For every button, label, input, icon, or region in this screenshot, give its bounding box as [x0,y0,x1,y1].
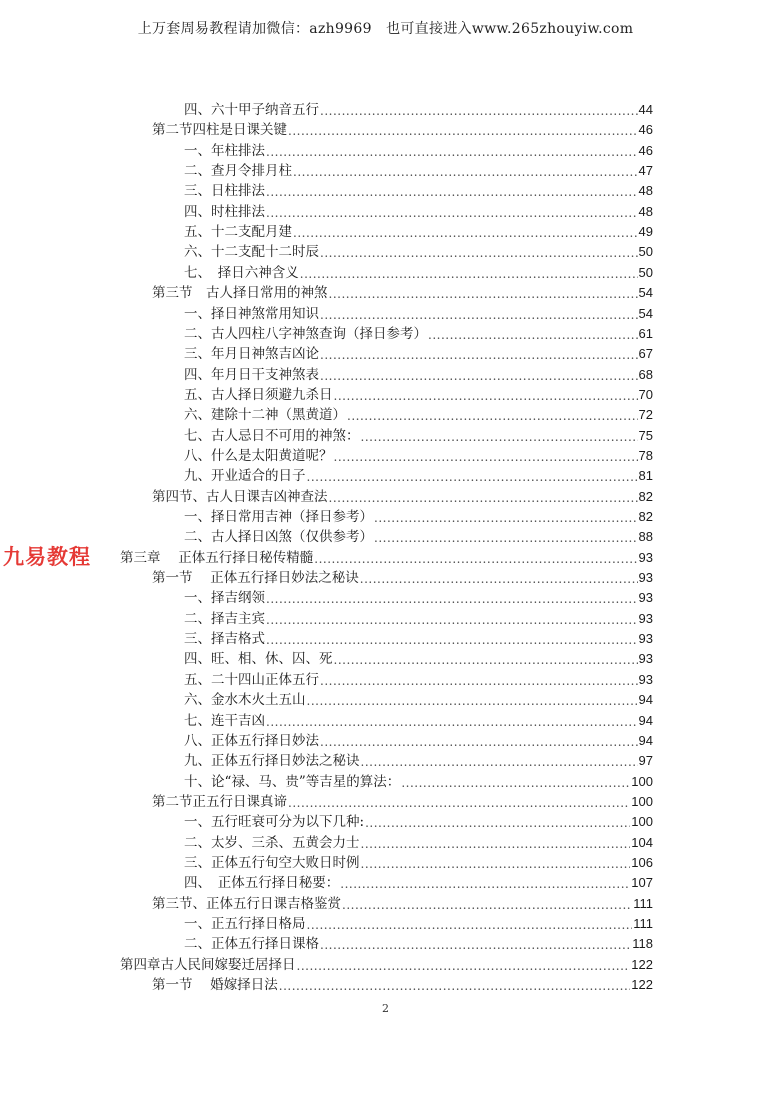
toc-entry-page: 50 [638,244,653,260]
toc-entry[interactable] [152,120,653,140]
toc-entry-label: 四、年月日干支神煞表 [184,366,319,383]
toc-entry-label: 第二节四柱是日课关键 [152,122,287,139]
toc-entry-page: 94 [638,732,653,748]
toc-entry-page: 82 [638,509,653,524]
toc-entry[interactable] [184,141,653,161]
toc-entry-page: 54 [638,285,653,301]
toc-entry[interactable] [120,548,653,568]
toc-entry-page: 93 [638,590,653,606]
toc-entry-label: 七、 择日六神含义 [184,264,299,281]
toc-entry-page: 122 [631,977,653,993]
toc-leader-dots [288,794,630,812]
toc-entry-label: 第三节、正体五行日课吉格鉴赏 [152,895,341,912]
toc-leader-dots [320,936,631,954]
toc-leader-dots [361,753,638,771]
toc-entry-page: 100 [631,814,653,830]
toc-entry-label: 三、日柱排法 [184,183,265,200]
toc-entry-label: 第一节 婚嫁择日法 [152,977,278,994]
toc-entry[interactable] [184,304,653,324]
toc-entry-label: 第三章 正体五行择日秘传精髓 [120,549,314,566]
toc-entry[interactable] [184,772,653,792]
toc-entry-page: 111 [633,916,653,931]
toc-leader-dots [288,122,638,140]
toc-entry-page: 54 [638,305,653,321]
toc-entry-page: 48 [638,183,653,199]
toc-entry-label: 一、五行旺衰可分为以下几种: [184,814,365,831]
toc-entry-page: 94 [638,692,653,708]
toc-leader-dots [320,672,638,690]
toc-entry-label: 一、正五行择日格局 [184,916,306,932]
toc-entry-page: 46 [638,122,653,138]
toc-entry-page: 47 [638,163,653,179]
toc-entry-label: 二、古人择日凶煞（仅供参考） [184,529,373,546]
toc-entry[interactable] [184,324,653,344]
toc-leader-dots [307,692,638,710]
toc-entry[interactable] [184,466,653,486]
watermark-logo: 九易教程 [3,545,91,569]
toc-entry-label: 一、年柱排法 [184,142,265,159]
page-number: 2 [382,1002,389,1015]
page-header: 上万套周易教程请加微信：azh9969 也可直接进入www.265zhouyiw.com [137,21,634,37]
toc-leader-dots [293,224,638,242]
toc-leader-dots [320,244,638,262]
toc-leader-dots [266,611,638,629]
toc-entry[interactable] [184,222,653,242]
toc-entry[interactable] [184,446,653,466]
toc-entry[interactable] [184,100,653,120]
toc-entry-label: 四、旺、相、休、囚、死 [184,651,333,668]
toc-entry-label: 四、 正体五行择日秘要： [184,875,340,892]
toc-entry-label: 九、开业适合的日子 [184,468,306,485]
toc-entry-label: 四、六十甲子纳音五行 [184,102,319,118]
toc-leader-dots [428,326,638,344]
toc-entry[interactable] [152,894,653,914]
toc-entry-page: 94 [638,712,653,728]
toc-entry-label: 十、论“禄、马、贵”等吉星的算法： [184,773,401,790]
toc-entry-page: 100 [631,773,653,789]
toc-entry[interactable] [184,507,653,527]
toc-entry-page: 72 [638,407,653,423]
toc-entry[interactable] [184,263,653,283]
toc-entry[interactable] [152,487,653,507]
toc-entry[interactable] [184,731,653,751]
toc-entry-label: 五、二十四山正体五行 [184,671,319,688]
toc-entry-label: 四、时柱排法 [184,203,265,220]
toc-leader-dots [361,855,631,873]
toc-entry[interactable] [184,629,653,649]
toc-entry[interactable] [184,202,653,222]
toc-entry[interactable] [184,588,653,608]
toc-entry[interactable] [184,711,653,731]
toc-leader-dots [320,367,638,385]
toc-entry-page: 93 [638,570,653,586]
toc-leader-dots [361,835,631,853]
toc-entry[interactable] [184,670,653,690]
toc-entry[interactable] [152,568,653,588]
toc-entry-page: 88 [638,529,653,545]
toc-entry[interactable] [184,161,653,181]
toc-entry-page: 118 [632,936,653,952]
toc-entry-page: 107 [631,875,653,891]
toc-entry[interactable] [184,649,653,669]
toc-entry-label: 一、择日常用吉神（择日参考） [184,509,373,525]
toc-entry-label: 二、查月令排月柱 [184,163,292,180]
toc-leader-dots [340,875,630,893]
toc-entry-label: 三、正体五行旬空大败日时例 [184,854,360,871]
toc-entry-page: 67 [638,346,653,362]
toc-entry-label: 第三节 古人择日常用的神煞 [152,285,328,302]
toc-leader-dots [342,896,632,914]
toc-entry-page: 50 [638,264,653,280]
toc-entry[interactable] [184,751,653,771]
toc-leader-dots [266,590,638,608]
toc-leader-dots [297,957,631,975]
toc-entry-page: 97 [638,753,653,769]
toc-entry-page: 82 [638,488,653,504]
toc-leader-dots [266,183,638,201]
toc-entry-label: 七、连干吉凶 [184,712,265,729]
toc-entry-label: 第一节 正体五行择日妙法之秘诀 [152,570,359,587]
toc-leader-dots [266,713,638,731]
toc-entry-label: 六、建除十二神（黑黄道） [184,407,346,424]
toc-leader-dots [374,529,638,547]
toc-entry-label: 二、正体五行择日课格 [184,936,319,953]
toc-entry-label: 三、年月日神煞吉凶论 [184,346,319,363]
toc-leader-dots [334,387,638,405]
toc-entry-page: 61 [638,325,653,341]
toc-entry-page: 44 [638,102,653,117]
toc-leader-dots [334,651,638,669]
toc-entry-label: 八、什么是太阳黄道呢？ [184,447,333,464]
toc-leader-dots [279,977,631,995]
toc-entry-page: 68 [638,366,653,382]
toc-entry[interactable] [184,609,653,629]
toc-entry-label: 五、十二支配月建 [184,224,292,241]
toc-leader-dots [293,163,638,181]
toc-entry-page: 49 [638,224,653,240]
toc-entry-label: 三、择吉格式 [184,631,265,648]
toc-entry-label: 九、正体五行择日妙法之秘诀 [184,753,360,770]
toc-entry[interactable] [120,955,653,975]
toc-entry[interactable] [184,914,653,934]
toc-leader-dots [266,143,638,161]
toc-entry-label: 二、古人四柱八字神煞查询（择日参考） [184,325,427,342]
toc-leader-dots [374,509,638,527]
toc-entry-label: 第四章古人民间嫁娶迁居择日 [120,956,296,973]
toc-entry[interactable] [152,975,653,995]
toc-entry[interactable] [184,405,653,425]
toc-entry[interactable] [184,344,653,364]
toc-leader-dots [360,570,638,588]
toc-entry-label: 第四节、古人日课吉凶神查法 [152,488,328,505]
toc-leader-dots [334,448,638,466]
toc-entry-label: 五、古人择日须避九杀日 [184,386,333,403]
toc-entry-page: 93 [638,631,653,647]
toc-leader-dots [365,814,630,832]
toc-entry[interactable] [152,283,653,303]
toc-entry-page: 104 [631,834,653,850]
toc-entry[interactable] [184,690,653,710]
toc-entry-page: 100 [631,793,653,809]
toc-entry-page: 81 [638,468,653,484]
toc-leader-dots [300,265,638,283]
toc-entry-label: 六、十二支配十二时辰 [184,244,319,261]
toc-leader-dots [266,631,638,649]
toc-entry-page: 93 [638,610,653,626]
toc-entry-label: 七、古人忌日不可用的神煞： [184,427,360,444]
toc-leader-dots [307,468,638,486]
toc-leader-dots [329,285,638,303]
toc-entry-label: 八、正体五行择日妙法 [184,732,319,749]
toc-entry[interactable] [184,242,653,262]
toc-entry-label: 六、金水木火土五山 [184,692,306,709]
toc-entry-page: 78 [638,447,653,463]
toc-entry-page: 122 [631,956,653,972]
toc-leader-dots [401,774,630,792]
toc-leader-dots [320,733,638,751]
toc-leader-dots [320,102,638,120]
toc-entry[interactable] [184,853,653,873]
toc-entry-label: 一、择吉纲领 [184,590,265,607]
toc-entry-page: 93 [638,671,653,687]
toc-entry-page: 93 [638,651,653,667]
toc-leader-dots [347,407,638,425]
toc-entry[interactable] [184,181,653,201]
toc-leader-dots [361,428,638,446]
toc-entry[interactable] [184,812,653,832]
toc-entry-label: 二、太岁、三杀、五黄会力士 [184,834,360,851]
toc-leader-dots [320,306,638,324]
toc-entry[interactable] [184,385,653,405]
toc-entry[interactable] [152,792,653,812]
toc-entry-page: 48 [638,203,653,219]
toc-entry-page: 75 [638,427,653,443]
toc-leader-dots [314,550,637,568]
toc-entry[interactable] [184,527,653,547]
toc-leader-dots [320,346,638,364]
toc-entry-label: 一、择日神煞常用知识 [184,305,319,322]
toc-leader-dots [329,489,638,507]
toc-entry-page: 106 [631,854,653,870]
toc-entry[interactable] [184,873,653,893]
toc-entry-page: 111 [633,895,653,911]
toc-entry-page: 70 [638,386,653,402]
toc-entry-label: 二、择吉主宾 [184,610,265,627]
toc-entry[interactable] [184,426,653,446]
toc-entry[interactable] [184,934,653,954]
toc-entry[interactable] [184,833,653,853]
toc-entry-page: 46 [638,142,653,158]
toc-leader-dots [266,204,638,222]
toc-entry-page: 93 [638,549,653,565]
toc-leader-dots [307,916,633,934]
toc-entry[interactable] [184,365,653,385]
toc-entry-label: 第二节正五行日课真谛 [152,793,287,810]
